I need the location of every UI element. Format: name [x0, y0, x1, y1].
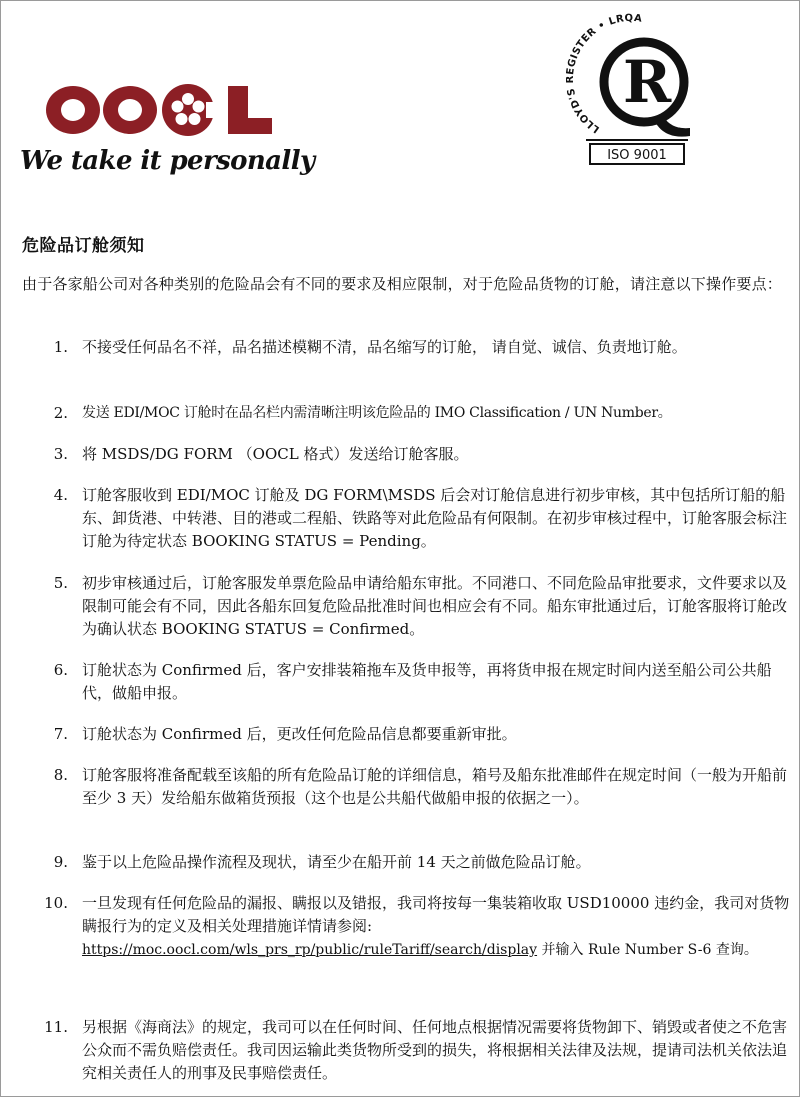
item-text: 订舱客服收到 EDI/MOC 订舱及 DG FORM\MSDS 后会对订舱信息进行初步审核，其中包括所订船的船东、卸货港、中转港、目的港或二程船、铁路等对此危险品有何限制。在初步审核过程中，订舱客服会标注订舱为待定状态 BOOKING STATUS = Pending。	[82, 486, 788, 550]
letterhead	[0, 0, 800, 200]
item-number: 2.	[53, 404, 68, 422]
item-text-part: 并输入 Rule Number S-6 查询。	[537, 942, 758, 958]
cert-label: ISO 9001	[607, 148, 667, 163]
item-number: 11.	[44, 1018, 68, 1036]
oocl-wordmark	[20, 80, 320, 140]
item-text: 不接受任何品名不祥，品名描述模糊不清，品名缩写的订舱， 请自觉、诚信、负责地订舱。	[82, 338, 687, 356]
item-text	[82, 892, 794, 962]
item-text: 订舱状态为 Confirmed 后，客户安排装箱拖车及货申报等，再将货申报在规定时间内送至船公司公共船代，做船申报。	[82, 661, 772, 702]
rule-tariff-link[interactable]: https://moc.oocl.com/wls_prs_rp/public/ruleTariff/search/display	[82, 942, 538, 958]
slogan: We take it personally	[20, 146, 315, 176]
item-text-part: 一旦发现有任何危险品的漏报、瞒报以及错报，我司将按每一集装箱收取 USD10000 违约金，我司对货物瞒报行为的定义及相关处理措施详情请参阅:	[82, 894, 790, 935]
logo-text: OOCL	[20, 80, 24, 81]
item-number: 6.	[53, 661, 68, 679]
item-text: 初步审核通过后，订舱客服发单票危险品申请给船东审批。不同港口、不同危险品审批要求，文件要求以及限制可能会有不同，因此各船东回复危险品批准时间也相应会有不同。船东审批通过后，订舱客服将订舱改为确认状态 BOOKING STATUS = Confirmed。	[82, 574, 788, 638]
item-text: 订舱状态为 Confirmed 后，更改任何危险品信息都要重新审批。	[82, 725, 517, 743]
intro-paragraph: 由于各家船公司对各种类别的危险品会有不同的要求及相应限制，对于危险品货物的订舱，请注意以下操作要点：	[22, 275, 783, 293]
item-text: 订舱客服将准备配载至该船的所有危险品订舱的详细信息，箱号及船东批准邮件在规定时间（一般为开船前至少 3 天）发给船东做箱货预报（这个也是公共船代做船申报的依据之一）。	[82, 766, 788, 807]
oocl-logo	[20, 80, 320, 190]
lrqa-iso-mark	[566, 10, 706, 170]
item-text: 另根据《海商法》的规定，我司可以在任何时间、任何地点根据情况需要将货物卸下、销毁或者使之不危害公众而不需负赔偿责任。我司因运输此类货物所受到的损失，将根据相关法律及法规，提请司法机关依法追究相关责任人的刑事及民事赔偿责任。	[82, 1018, 788, 1082]
page-title: 危险品订舱须知	[22, 236, 145, 256]
item-number: 5.	[53, 574, 68, 592]
item-number: 7.	[53, 725, 68, 743]
item-number: 1.	[53, 338, 68, 356]
item-number: 3.	[53, 445, 68, 463]
item-number: 9.	[53, 853, 68, 871]
item-number: 8.	[53, 766, 68, 784]
item-number: 4.	[53, 486, 68, 504]
item-text: 鉴于以上危险品操作流程及现状，请至少在船开前 14 天之前做危险品订舱。	[82, 853, 591, 871]
item-text: 发送 EDI/MOC 订舱时在品名栏内需清晰注明该危险品的 IMO Classification / UN Number。	[82, 405, 672, 421]
cert-ring-text: LLOYD'S REGISTER • LRQA	[566, 12, 643, 135]
item-text: 将 MSDS/DG FORM （OOCL 格式）发送给订舱客服。	[82, 445, 469, 463]
lrqa-seal-icon	[566, 10, 706, 170]
item-number: 10.	[44, 894, 68, 912]
svg-text:R: R	[623, 48, 672, 116]
